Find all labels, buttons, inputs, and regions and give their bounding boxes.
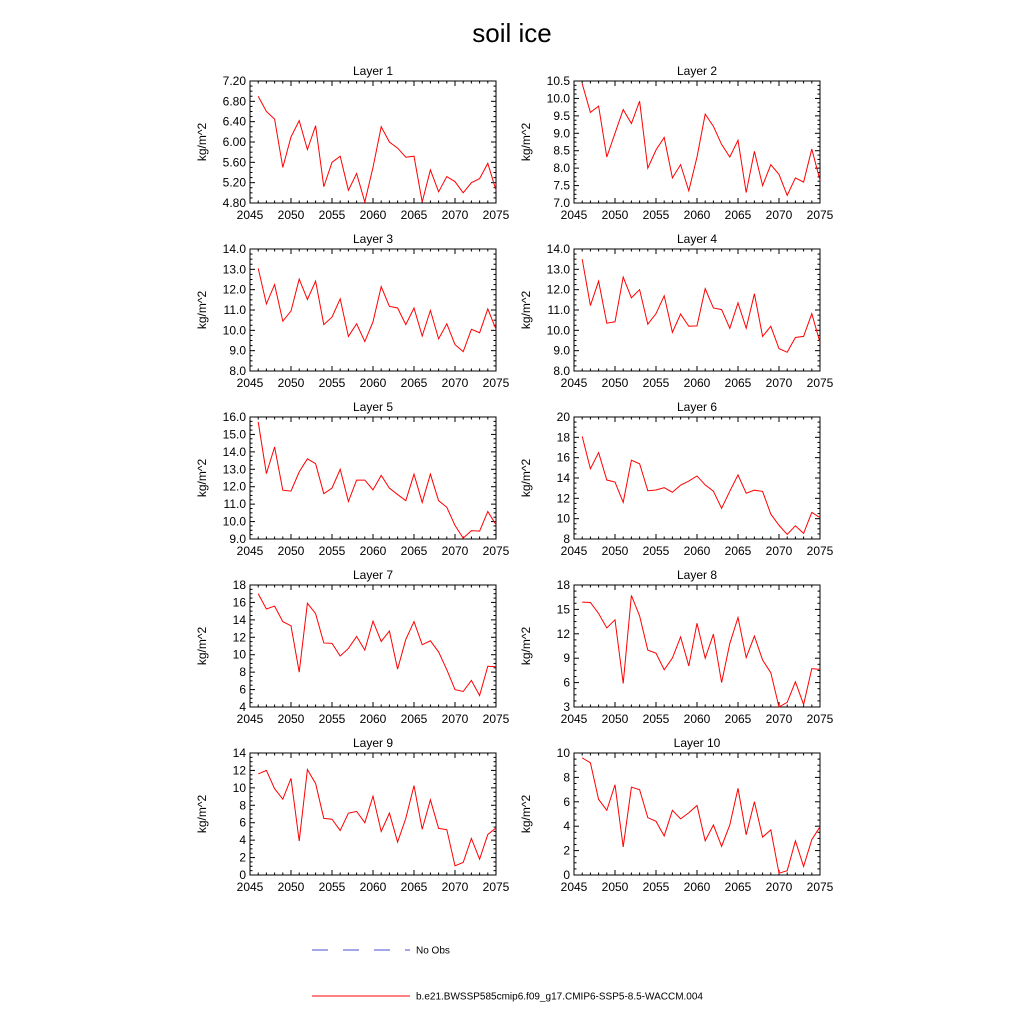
y-tick-label: 18	[556, 578, 570, 592]
y-tick-label: 14	[232, 746, 246, 760]
series-line	[258, 770, 496, 866]
y-tick-label: 4	[239, 833, 246, 848]
legend-label-no-obs: No Obs	[416, 945, 450, 957]
x-tick-label: 2075	[806, 208, 834, 222]
y-tick-label: 18	[232, 578, 246, 592]
series-line	[582, 436, 820, 534]
panel-title: Layer 9	[352, 736, 394, 750]
y-tick-label: 6.40	[222, 114, 246, 129]
series-line	[258, 96, 496, 202]
panel-9	[195, 736, 510, 894]
x-tick-label: 2065	[400, 880, 428, 894]
plot-frame	[574, 585, 820, 707]
y-tick-label: 10.5	[546, 74, 570, 88]
y-tick-label: 5.20	[222, 175, 246, 190]
y-tick-label: 10.0	[546, 323, 570, 338]
x-tick-label: 2045	[560, 880, 588, 894]
x-tick-label: 2050	[601, 712, 629, 726]
y-tick-label: 8.5	[553, 143, 570, 158]
y-tick-label: 6.80	[222, 94, 246, 109]
y-tick-label: 8	[563, 532, 570, 546]
x-tick-label: 2055	[318, 880, 346, 894]
panel-title: Layer 10	[673, 736, 721, 750]
x-tick-label: 2055	[318, 208, 346, 222]
y-tick-label: 13.0	[222, 262, 246, 277]
y-axis-label: kg/m^2	[195, 458, 209, 498]
panel-title: Layer 3	[352, 232, 394, 246]
y-tick-label: 11.0	[547, 303, 570, 317]
y-tick-label: 8	[239, 665, 246, 680]
y-axis-label: kg/m^2	[519, 794, 533, 834]
plot-frame	[250, 249, 496, 371]
x-tick-label: 2070	[765, 376, 793, 390]
x-tick-label: 2075	[482, 208, 510, 222]
y-tick-label: 12.0	[222, 479, 246, 494]
y-tick-label: 20	[556, 410, 570, 424]
legend	[312, 946, 703, 1003]
y-tick-label: 7.5	[553, 178, 570, 193]
x-tick-label: 2045	[236, 544, 264, 558]
x-tick-label: 2065	[724, 208, 752, 222]
x-tick-label: 2050	[601, 208, 629, 222]
panel-title: Layer 8	[676, 568, 718, 582]
y-tick-label: 11.0	[223, 497, 246, 512]
series-line	[582, 595, 820, 707]
x-tick-label: 2075	[482, 376, 510, 390]
x-tick-label: 2060	[683, 544, 711, 558]
x-tick-label: 2060	[359, 712, 387, 726]
x-tick-label: 2060	[359, 880, 387, 894]
y-tick-label: 4	[563, 819, 570, 834]
x-tick-label: 2045	[236, 880, 264, 894]
y-tick-label: 6	[239, 682, 246, 697]
series-line	[582, 259, 820, 352]
y-tick-label: 14	[232, 612, 246, 627]
y-axis-label: kg/m^2	[519, 458, 533, 498]
panel-title: Layer 4	[676, 232, 718, 246]
x-tick-label: 2070	[441, 376, 469, 390]
x-tick-label: 2050	[277, 376, 305, 390]
x-tick-label: 2050	[277, 712, 305, 726]
y-tick-label: 6	[563, 794, 570, 809]
y-tick-label: 10	[232, 780, 246, 795]
y-tick-label: 11.0	[223, 303, 246, 317]
panel-4	[519, 232, 834, 390]
plot-frame	[250, 81, 496, 203]
x-tick-label: 2050	[601, 880, 629, 894]
y-tick-label: 13.0	[546, 262, 570, 277]
x-tick-label: 2070	[765, 544, 793, 558]
y-tick-label: 10.0	[546, 91, 570, 106]
x-tick-label: 2070	[441, 712, 469, 726]
y-axis-label: kg/m^2	[519, 290, 533, 330]
x-tick-label: 2070	[441, 208, 469, 222]
y-tick-label: 10	[556, 511, 570, 526]
series-line	[582, 84, 820, 196]
plot-frame	[574, 417, 820, 539]
y-tick-label: 2	[239, 850, 246, 865]
x-tick-label: 2045	[236, 208, 264, 222]
x-tick-label: 2055	[318, 544, 346, 558]
x-tick-label: 2055	[642, 376, 670, 390]
y-axis-label: kg/m^2	[195, 794, 209, 834]
x-tick-label: 2060	[683, 712, 711, 726]
x-tick-label: 2075	[806, 544, 834, 558]
panel-3	[195, 232, 510, 390]
y-tick-label: 5.60	[222, 155, 246, 170]
y-tick-label: 8.0	[553, 161, 570, 176]
x-tick-label: 2045	[236, 712, 264, 726]
y-tick-label: 9.0	[229, 532, 246, 546]
x-tick-label: 2065	[724, 544, 752, 558]
y-tick-label: 8.0	[553, 364, 570, 378]
y-tick-label: 8	[239, 798, 246, 813]
panels	[195, 64, 834, 894]
x-tick-label: 2065	[400, 376, 428, 390]
y-tick-label: 10.0	[222, 323, 246, 338]
plot-frame	[250, 417, 496, 539]
x-tick-label: 2050	[277, 544, 305, 558]
x-tick-label: 2045	[560, 544, 588, 558]
y-tick-label: 6.00	[222, 135, 246, 149]
y-tick-label: 10	[556, 746, 570, 760]
y-tick-label: 0	[563, 868, 570, 882]
panel-title: Layer 5	[352, 400, 394, 414]
panel-6	[519, 400, 834, 558]
x-tick-label: 2055	[642, 544, 670, 558]
x-tick-label: 2060	[683, 880, 711, 894]
y-tick-label: 4.80	[222, 196, 246, 210]
x-tick-label: 2050	[601, 376, 629, 390]
x-tick-label: 2060	[359, 376, 387, 390]
plot-frame	[250, 753, 496, 875]
x-tick-label: 2070	[441, 544, 469, 558]
x-tick-label: 2070	[441, 880, 469, 894]
x-tick-label: 2075	[806, 880, 834, 894]
panel-1	[195, 64, 510, 222]
x-tick-label: 2060	[359, 544, 387, 558]
y-tick-label: 14.0	[222, 444, 246, 459]
y-tick-label: 6	[563, 675, 570, 690]
x-tick-label: 2075	[482, 712, 510, 726]
x-tick-label: 2045	[560, 376, 588, 390]
y-tick-label: 18	[556, 430, 570, 445]
series-line	[582, 758, 820, 873]
y-tick-label: 3	[563, 700, 570, 714]
series-line	[258, 422, 496, 538]
y-tick-label: 2	[563, 843, 570, 858]
y-tick-label: 10	[232, 647, 246, 662]
y-tick-label: 9.5	[553, 108, 570, 123]
x-tick-label: 2075	[806, 376, 834, 390]
series-line	[258, 594, 496, 696]
x-tick-label: 2055	[642, 880, 670, 894]
figure-title: soil ice	[472, 18, 552, 48]
y-axis-label: kg/m^2	[195, 122, 209, 162]
x-tick-label: 2060	[683, 208, 711, 222]
y-tick-label: 4	[239, 700, 246, 714]
plot-frame	[574, 249, 820, 371]
y-axis-label: kg/m^2	[519, 626, 533, 666]
x-tick-label: 2065	[400, 544, 428, 558]
y-tick-label: 9.0	[229, 343, 246, 358]
panel-title: Layer 2	[676, 64, 718, 78]
legend-label-series: b.e21.BWSSP585cmip6.f09_g17.CMIP6-SSP5-8.5-WACCM.004	[416, 991, 703, 1003]
x-tick-label: 2065	[400, 712, 428, 726]
x-tick-label: 2065	[724, 880, 752, 894]
y-tick-label: 8	[563, 770, 570, 785]
y-tick-label: 16.0	[222, 410, 246, 424]
y-tick-label: 9.0	[553, 343, 570, 358]
y-tick-label: 14.0	[222, 242, 246, 256]
plot-frame	[250, 585, 496, 707]
x-tick-label: 2070	[765, 712, 793, 726]
y-tick-label: 0	[239, 868, 246, 882]
y-tick-label: 13.0	[222, 462, 246, 477]
x-tick-label: 2055	[318, 376, 346, 390]
y-tick-label: 9	[563, 651, 570, 666]
panel-title: Layer 1	[352, 64, 394, 78]
y-tick-label: 16	[556, 450, 570, 465]
y-tick-label: 16	[232, 595, 246, 610]
x-tick-label: 2065	[724, 376, 752, 390]
series-line	[258, 268, 496, 351]
x-tick-label: 2070	[765, 880, 793, 894]
y-tick-label: 14	[556, 471, 570, 485]
x-tick-label: 2075	[482, 544, 510, 558]
x-tick-label: 2055	[318, 712, 346, 726]
y-tick-label: 10.0	[222, 514, 246, 529]
x-tick-label: 2075	[806, 712, 834, 726]
x-tick-label: 2050	[277, 208, 305, 222]
y-tick-label: 15.0	[222, 427, 246, 442]
x-tick-label: 2050	[601, 544, 629, 558]
y-tick-label: 7.20	[222, 74, 246, 88]
y-tick-label: 6	[239, 815, 246, 830]
x-tick-label: 2065	[400, 208, 428, 222]
panel-2	[519, 64, 834, 222]
x-tick-label: 2045	[236, 376, 264, 390]
y-axis-label: kg/m^2	[195, 626, 209, 666]
y-tick-label: 12	[232, 763, 246, 778]
y-tick-label: 15	[556, 602, 570, 617]
y-tick-label: 8.0	[229, 364, 246, 378]
x-tick-label: 2045	[560, 712, 588, 726]
y-axis-label: kg/m^2	[519, 122, 533, 162]
y-tick-label: 12	[556, 626, 570, 641]
y-axis-label: kg/m^2	[195, 290, 209, 330]
y-tick-label: 7.0	[553, 196, 570, 210]
x-tick-label: 2055	[642, 712, 670, 726]
panel-title: Layer 7	[352, 568, 394, 582]
y-tick-label: 12.0	[222, 282, 246, 297]
panel-title: Layer 6	[676, 400, 718, 414]
x-tick-label: 2060	[359, 208, 387, 222]
y-tick-label: 12	[556, 491, 570, 506]
x-tick-label: 2070	[765, 208, 793, 222]
x-tick-label: 2050	[277, 880, 305, 894]
panel-5	[195, 400, 510, 558]
panel-7	[195, 568, 510, 726]
y-tick-label: 12	[232, 630, 246, 645]
y-tick-label: 14.0	[546, 242, 570, 256]
panel-10	[519, 736, 834, 894]
x-tick-label: 2045	[560, 208, 588, 222]
x-tick-label: 2055	[642, 208, 670, 222]
y-tick-label: 12.0	[546, 282, 570, 297]
plot-frame	[574, 753, 820, 875]
x-tick-label: 2065	[724, 712, 752, 726]
y-tick-label: 9.0	[553, 126, 570, 141]
x-tick-label: 2075	[482, 880, 510, 894]
panel-8	[519, 568, 834, 726]
x-tick-label: 2060	[683, 376, 711, 390]
